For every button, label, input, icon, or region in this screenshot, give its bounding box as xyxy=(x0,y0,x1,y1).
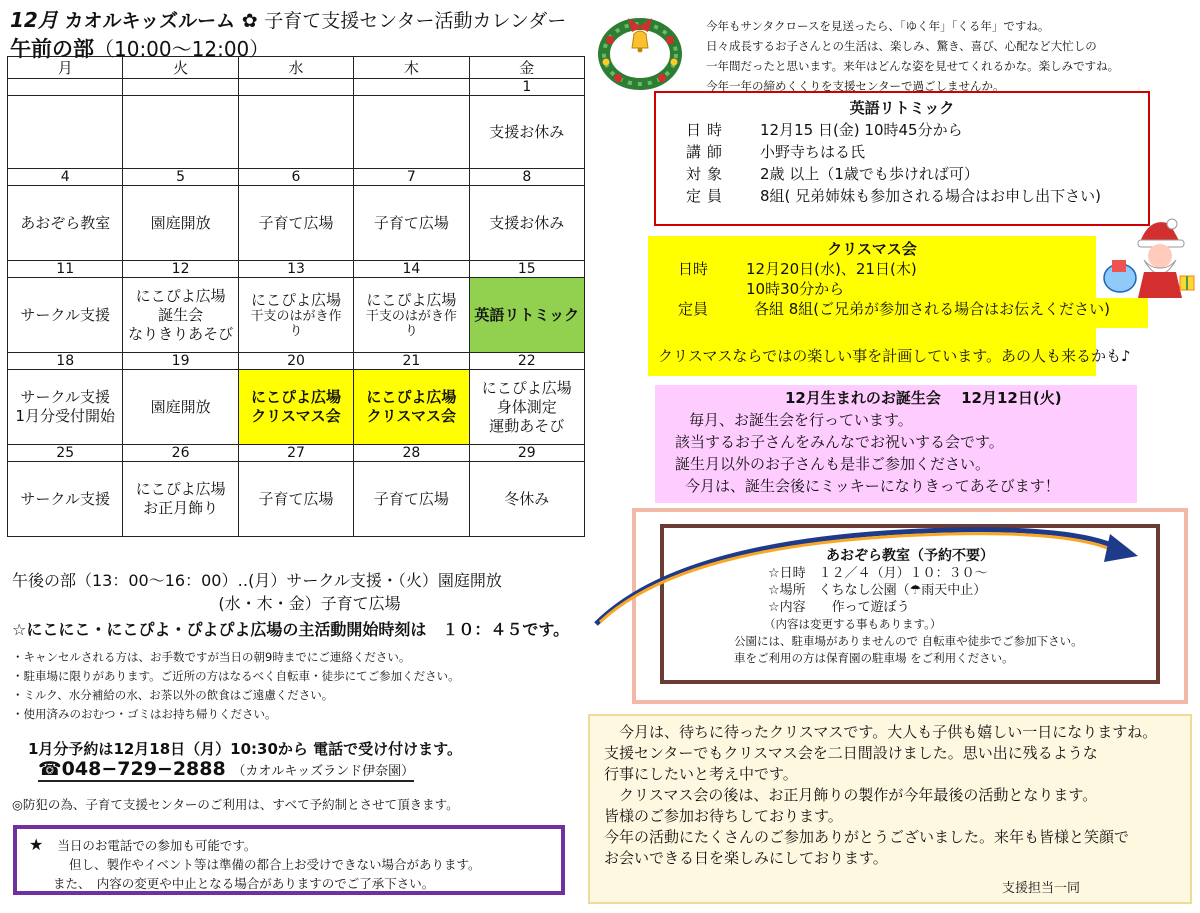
event-text: サークル支援 xyxy=(20,305,110,324)
date-row xyxy=(8,445,585,462)
english-title: 英語リトミック xyxy=(849,99,955,117)
event-cell xyxy=(8,462,123,537)
event-cell xyxy=(123,462,238,537)
event-cell xyxy=(123,278,238,353)
intro-line: 日々成長するお子さんとの生活は、楽しみ、驚き、喜び、心配など大忙しの xyxy=(706,39,1097,53)
info-value: 12月15 日(金) 10時45分から xyxy=(760,121,963,139)
rule-item: ・使用済みのおむつ・ゴミはお持ち帰りください。 xyxy=(12,707,277,721)
date-number: 28 xyxy=(354,445,469,462)
intro-line: 今年一年の締めくくりを支援センターで過ごしませんか。 xyxy=(706,79,1005,93)
start-time-note: ☆にこにこ・にこぴよ・ぴよぴよ広場の主活動開始時刻は １０：４５です。 xyxy=(12,620,570,639)
date-number: 13 xyxy=(238,261,353,278)
date-number: 22 xyxy=(469,353,584,370)
event-text: 運動あそび xyxy=(489,416,565,435)
event-text: 子育て広場 xyxy=(373,213,449,232)
event-text: サークル支援 xyxy=(20,388,110,406)
flower-icon: ✿ xyxy=(241,10,258,32)
event-text: 干支のはがき作 xyxy=(250,309,342,324)
info-key: 定員 xyxy=(678,300,709,318)
swoosh-arrow-icon xyxy=(590,520,1150,630)
event-row xyxy=(8,278,585,353)
event-cell-highlight xyxy=(238,370,353,445)
phone-note: （カオルキッズランド伊奈園） xyxy=(232,764,415,779)
weekday-fri: 金 xyxy=(469,57,584,79)
date-row xyxy=(8,353,585,370)
date-number: 11 xyxy=(8,261,123,278)
event-cell xyxy=(354,462,469,537)
message-line: クリスマス会の後は、お正月飾りの製作が今年最後の活動となります。 xyxy=(604,786,1098,804)
event-text: 冬休み xyxy=(504,489,550,508)
date-row xyxy=(8,261,585,278)
christmas-extra: クリスマスならではの楽しい事を計画しています。あの人も来るかも♪ xyxy=(658,347,1131,365)
event-cell xyxy=(238,462,353,537)
message-line: 支援センターでもクリスマス会を二日間設けました。思い出に残るような xyxy=(604,744,1098,762)
rules-list xyxy=(12,648,460,724)
event-cell xyxy=(238,186,353,261)
event-cell xyxy=(354,96,469,169)
event-cell xyxy=(354,278,469,353)
english-rhythmic-box xyxy=(654,91,1150,226)
event-text: り xyxy=(289,324,303,339)
birthday-title: 12月生まれのお誕生会 12月12日(火) xyxy=(785,389,1062,407)
month-label: 12月 xyxy=(10,8,58,32)
event-cell xyxy=(123,186,238,261)
am-time: （10:00〜12:00） xyxy=(94,37,270,61)
message-line: 今月は、待ちに待ったクリスマスです。大人も子供も嬉しい一日になりますね。 xyxy=(604,723,1158,741)
info-key: 対象 xyxy=(686,165,729,183)
phone-icon: ☎ xyxy=(38,758,62,780)
info-value: 小野寺ちはる氏 xyxy=(760,143,866,161)
event-text: あおぞら教室 xyxy=(20,213,111,232)
aozora-note: （内容は変更する事もあります。） xyxy=(764,617,942,631)
birthday-line: 毎月、お誕生会を行っています。 xyxy=(689,411,913,429)
event-cell xyxy=(8,278,123,353)
reservation-text: 1月分予約は12月18日（月）10:30から 電話で受け付けます。 xyxy=(28,740,462,758)
event-text: り xyxy=(404,324,418,339)
event-row xyxy=(8,96,585,169)
message-line: 今年の活動にたくさんのご参加ありがとうございました。来年も皆様と笑顔で xyxy=(604,828,1130,846)
date-number: 20 xyxy=(238,353,353,370)
event-text: にこぴよ広場 xyxy=(250,291,341,309)
aozora-content: ☆内容 作って遊ぼう xyxy=(768,600,910,615)
signature: 支援担当一同 xyxy=(1002,881,1081,896)
intro-text xyxy=(706,16,1196,96)
date-number: 18 xyxy=(8,353,123,370)
weekday-thu: 木 xyxy=(354,57,469,79)
event-cell xyxy=(354,186,469,261)
event-cell-highlight xyxy=(469,278,584,353)
event-text: 支援お休み xyxy=(489,213,565,232)
date-number: 4 xyxy=(8,169,123,186)
birthday-party-box xyxy=(655,385,1137,503)
event-text: 誕生会 xyxy=(158,305,204,324)
event-text: 支援お休み xyxy=(489,122,565,141)
notice-line: また、 内容の変更や中止となる場合がありますのでご了承下さい。 xyxy=(53,876,435,891)
event-cell xyxy=(8,186,123,261)
afternoon-line: 午後の部（13：00〜16：00）‥(月）サークル支援・（火）園庭開放 xyxy=(12,571,502,590)
info-value: 8組( 兄弟姉妹も参加される場合はお申し出下さい) xyxy=(760,187,1102,205)
message-line: 行事にしたいと考え中です。 xyxy=(604,765,798,783)
event-text: クリスマス会 xyxy=(366,407,457,425)
afternoon-line: (水・木・金）子育て広場 xyxy=(218,594,401,613)
phone-number: 048−729−2888 xyxy=(61,758,226,780)
event-text: にこぴよ広場 xyxy=(135,480,226,498)
date-number: 8 xyxy=(469,169,584,186)
info-key: 日時 xyxy=(678,260,709,278)
aozora-note: 車をご利用の方は保育園の駐車場 をご利用ください。 xyxy=(734,651,1014,665)
date-number xyxy=(8,79,123,96)
afternoon-section xyxy=(12,568,587,640)
event-text: 子育て広場 xyxy=(258,489,334,508)
page-title xyxy=(10,4,566,33)
room-name: カオルキッズルーム xyxy=(64,10,236,32)
notice-line: 当日のお電話での参加も可能です。 xyxy=(57,838,257,853)
event-text: にこぴよ広場 xyxy=(366,291,457,309)
info-value: 12月20日(水)、21日(木) xyxy=(746,260,917,278)
event-text: 英語リトミック xyxy=(474,305,580,324)
notice-box xyxy=(13,825,565,895)
event-cell xyxy=(469,370,584,445)
event-text: 子育て広場 xyxy=(373,489,449,508)
birthday-line: 誕生月以外のお子さんも是非ご参加ください。 xyxy=(675,455,991,473)
event-cell xyxy=(469,96,584,169)
intro-line: 一年間だったと思います。来年はどんな姿を見せてくれるかな。楽しみですね。 xyxy=(706,59,1120,73)
date-number: 15 xyxy=(469,261,584,278)
santa-icon xyxy=(1100,216,1198,300)
birthday-line: 今月は、誕生会後にミッキーになりきってあそびます！ xyxy=(685,477,1060,495)
date-number xyxy=(123,79,238,96)
wreath-icon xyxy=(590,10,690,90)
info-key: 定員 xyxy=(686,187,729,205)
date-number: 19 xyxy=(123,353,238,370)
event-text: 1月分受付開始 xyxy=(15,407,115,425)
aozora-date: ☆日時 １２／４（月）１０：３０〜 xyxy=(768,566,988,581)
event-text: 干支のはがき作 xyxy=(365,309,457,324)
date-row xyxy=(8,79,585,96)
date-row xyxy=(8,169,585,186)
event-cell xyxy=(238,96,353,169)
date-number xyxy=(354,79,469,96)
aozora-place: ☆場所 くちなし公園（☂雨天中止） xyxy=(768,583,987,598)
weekday-mon: 月 xyxy=(8,57,123,79)
date-number: 7 xyxy=(354,169,469,186)
info-row xyxy=(656,119,1148,141)
weekday-header-row xyxy=(8,57,585,79)
event-text: 園庭開放 xyxy=(150,213,211,232)
christmas-capacity-row xyxy=(648,299,1111,319)
date-number: 1 xyxy=(469,79,584,96)
event-text: サークル支援 xyxy=(20,489,110,508)
event-text: 身体測定 xyxy=(496,397,557,416)
event-cell xyxy=(8,370,123,445)
notice-line: 但し、製作やイベント等は準備の都合上お受けできない場合があります。 xyxy=(69,857,481,872)
event-cell xyxy=(123,370,238,445)
closing-message-box xyxy=(588,714,1192,904)
birthday-line: 該当するお子さんをみんなでお祝いする会です。 xyxy=(675,433,1004,451)
event-cell-highlight xyxy=(354,370,469,445)
christmas-party-box xyxy=(648,236,1131,376)
event-text: なりきりあそび xyxy=(128,324,234,343)
date-number: 14 xyxy=(354,261,469,278)
activity-calendar xyxy=(7,56,585,537)
date-number: 27 xyxy=(238,445,353,462)
event-text: にこぴよ広場 xyxy=(135,286,226,305)
event-text: にこぴよ広場 xyxy=(366,388,457,406)
event-text: にこぴよ広場 xyxy=(250,388,341,406)
message-line: 皆様のご参加お待ちしております。 xyxy=(604,807,843,825)
date-number: 21 xyxy=(354,353,469,370)
info-row xyxy=(656,141,1148,163)
phone-line xyxy=(38,758,414,782)
event-text: にこぴよ広場 xyxy=(481,378,572,397)
date-number: 29 xyxy=(469,445,584,462)
event-row xyxy=(8,462,585,537)
date-number: 5 xyxy=(123,169,238,186)
date-number: 12 xyxy=(123,261,238,278)
event-text: お正月飾り xyxy=(143,499,219,517)
event-cell xyxy=(238,278,353,353)
date-number: 26 xyxy=(123,445,238,462)
date-number xyxy=(238,79,353,96)
rule-item: ・駐車場に限りがあります。ご近所の方はなるべく自転車・徒歩にてご参加ください。 xyxy=(12,669,460,683)
event-row xyxy=(8,186,585,261)
rule-item: ・ミルク、水分補給の水、お茶以外の飲食はご遠慮ください。 xyxy=(12,688,334,702)
event-cell xyxy=(8,96,123,169)
security-note: ◎防犯の為、子育て支援センターのご利用は、すべて予約制とさせて頂きます。 xyxy=(12,797,459,812)
aozora-note: 公園には、駐車場がありませんので 自転車や徒歩でご参加下さい。 xyxy=(734,634,1083,648)
aozora-title: あおぞら教室（予約不要） xyxy=(826,548,994,564)
weekday-tue: 火 xyxy=(123,57,238,79)
info-row xyxy=(656,163,1148,185)
info-row xyxy=(656,185,1148,207)
christmas-title: クリスマス会 xyxy=(827,240,917,258)
calendar-title: 子育て支援センター活動カレンダー xyxy=(264,10,567,32)
event-cell xyxy=(123,96,238,169)
message-line: お会いできる日を楽しみにしております。 xyxy=(604,849,888,867)
christmas-date-row xyxy=(648,259,1096,279)
event-cell xyxy=(469,186,584,261)
event-row xyxy=(8,370,585,445)
event-cell xyxy=(469,462,584,537)
event-text: クリスマス会 xyxy=(251,407,341,425)
event-text: 子育て広場 xyxy=(258,213,334,232)
rule-item: ・キャンセルされる方は、お手数ですが当日の朝9時までにご連絡ください。 xyxy=(12,650,411,664)
info-key: 講師 xyxy=(686,143,729,161)
star-icon: ★ xyxy=(29,835,44,854)
info-value: 各組 8組(ご兄弟が参加される場合はお伝えください) xyxy=(754,300,1111,318)
weekday-wed: 水 xyxy=(238,57,353,79)
date-number: 6 xyxy=(238,169,353,186)
info-key: 日時 xyxy=(686,121,729,139)
christmas-time: 10時30分から xyxy=(746,280,845,298)
intro-line: 今年もサンタクロースを見送ったら、「ゆく年」「くる年」ですね。 xyxy=(706,19,1050,33)
event-text: 園庭開放 xyxy=(150,397,211,416)
am-label: 午前の部 xyxy=(10,37,94,61)
date-number: 25 xyxy=(8,445,123,462)
info-value: 2歳 以上（1歳でも歩ければ可） xyxy=(760,165,979,183)
